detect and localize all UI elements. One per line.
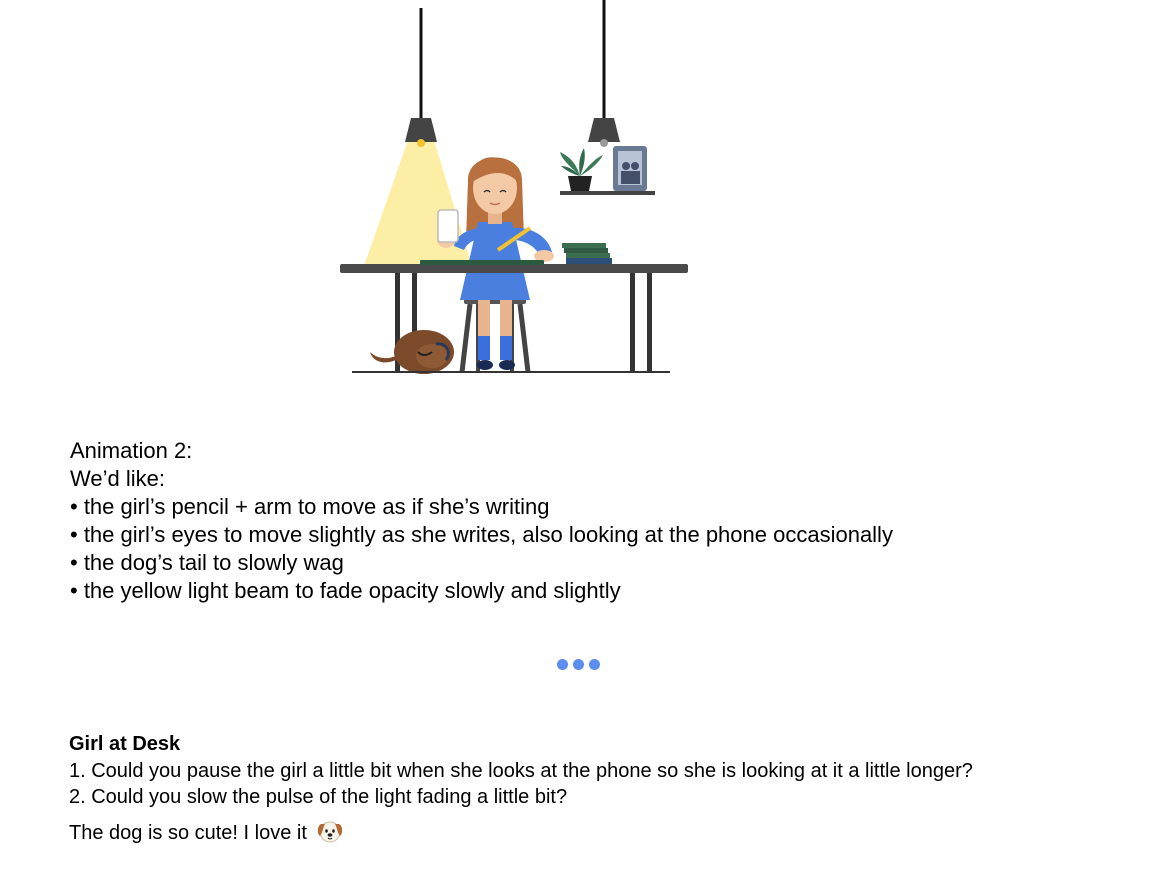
feedback-point: 1. Could you pause the girl a little bit when she looks at the phone so she is looking at it a little longer? [69,759,973,782]
feedback-section [69,731,973,846]
ellipsis-dot [573,659,584,670]
chair [462,296,528,372]
feedback-point: 2. Could you slow the pulse of the light fading a little bit? [69,786,568,808]
light-beam [364,140,472,266]
brief-heading: Animation 2: [70,438,193,463]
left-pendant-lamp [405,8,437,147]
girl-at-desk-illustration [0,0,1160,400]
wall-shelf [560,146,655,195]
right-pendant-lamp [588,0,620,147]
ellipsis-dot [589,659,600,670]
animation-brief [70,437,893,605]
brief-item: • the dog’s tail to slowly wag [70,550,344,575]
brief-item: • the girl’s pencil + arm to move as if she’s writing [70,494,550,519]
feedback-closing [69,818,973,847]
brief-item: • the girl’s eyes to move slightly as she writes, also looking at the phone occasionally [70,522,893,547]
feedback-closing-text: The dog is so cute! I love it [69,821,307,844]
dog-face-icon [316,818,344,844]
ellipsis-icon [557,659,600,670]
feedback-title: Girl at Desk [69,733,181,755]
brief-item: • the yellow light beam to fade opacity slowly and slightly [70,578,621,603]
sleeping-dog [370,330,454,374]
brief-intro: We’d like: [70,466,165,491]
ellipsis-dot [557,659,568,670]
